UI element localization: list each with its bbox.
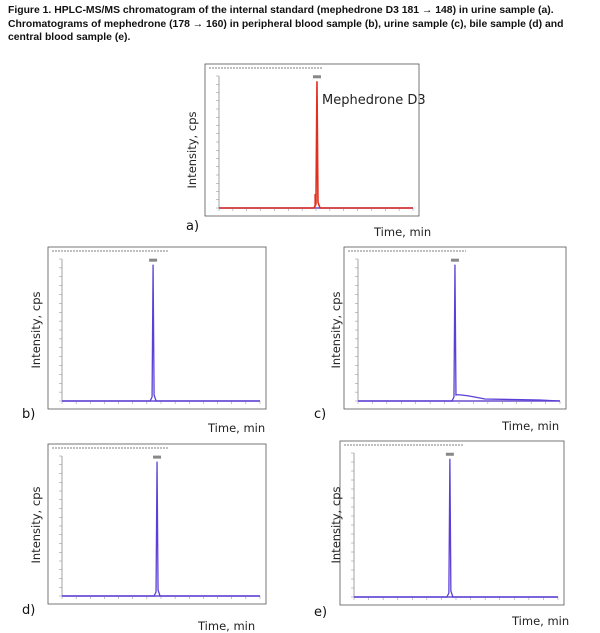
y-axis-label: Intensity, cps	[29, 486, 43, 564]
chart-panel-a	[185, 64, 431, 239]
y-axis-label: Intensity, cps	[29, 291, 43, 369]
peak-annotation: Mephedrone D3	[322, 93, 426, 108]
x-axis-label: Time, min	[512, 614, 570, 628]
x-axis-label: Time, min	[502, 419, 560, 433]
peak-rt-label	[313, 75, 321, 78]
panel-label: a)	[186, 219, 200, 234]
y-axis-label: Intensity, cps	[329, 291, 343, 369]
y-axis-label: Intensity, cps	[329, 486, 343, 564]
chart-panel-e	[314, 441, 569, 628]
peak-rt-label	[451, 259, 459, 262]
chart-panel-d	[22, 444, 266, 633]
plot-frame	[205, 64, 419, 216]
y-axis-label: Intensity, cps	[185, 111, 199, 189]
figure-caption: Figure 1. HPLC-MS/MS chromatogram of the internal standard (mephedrone D3 181 → 148) in urine sample (a). Chromatograms of mephedrone (178 → 160) in peripheral blood sample (b), urine sample (c), bile sample (d) and central blood sample (e).	[8, 5, 564, 44]
plot-frame	[48, 247, 266, 409]
x-axis-label: Time, min	[374, 225, 432, 239]
x-axis-label: Time, min	[198, 619, 256, 633]
chart-panel-b	[22, 247, 266, 435]
panel-label: c)	[314, 407, 327, 422]
panel-label: b)	[22, 407, 36, 422]
peak-rt-label	[149, 259, 157, 262]
peak-rt-label	[446, 453, 454, 456]
x-axis-label: Time, min	[208, 421, 266, 435]
chart-panel-c	[314, 247, 566, 433]
panel-label: e)	[314, 605, 328, 620]
panel-label: d)	[22, 603, 36, 618]
plot-frame	[340, 441, 564, 605]
peak-rt-label	[153, 456, 161, 459]
